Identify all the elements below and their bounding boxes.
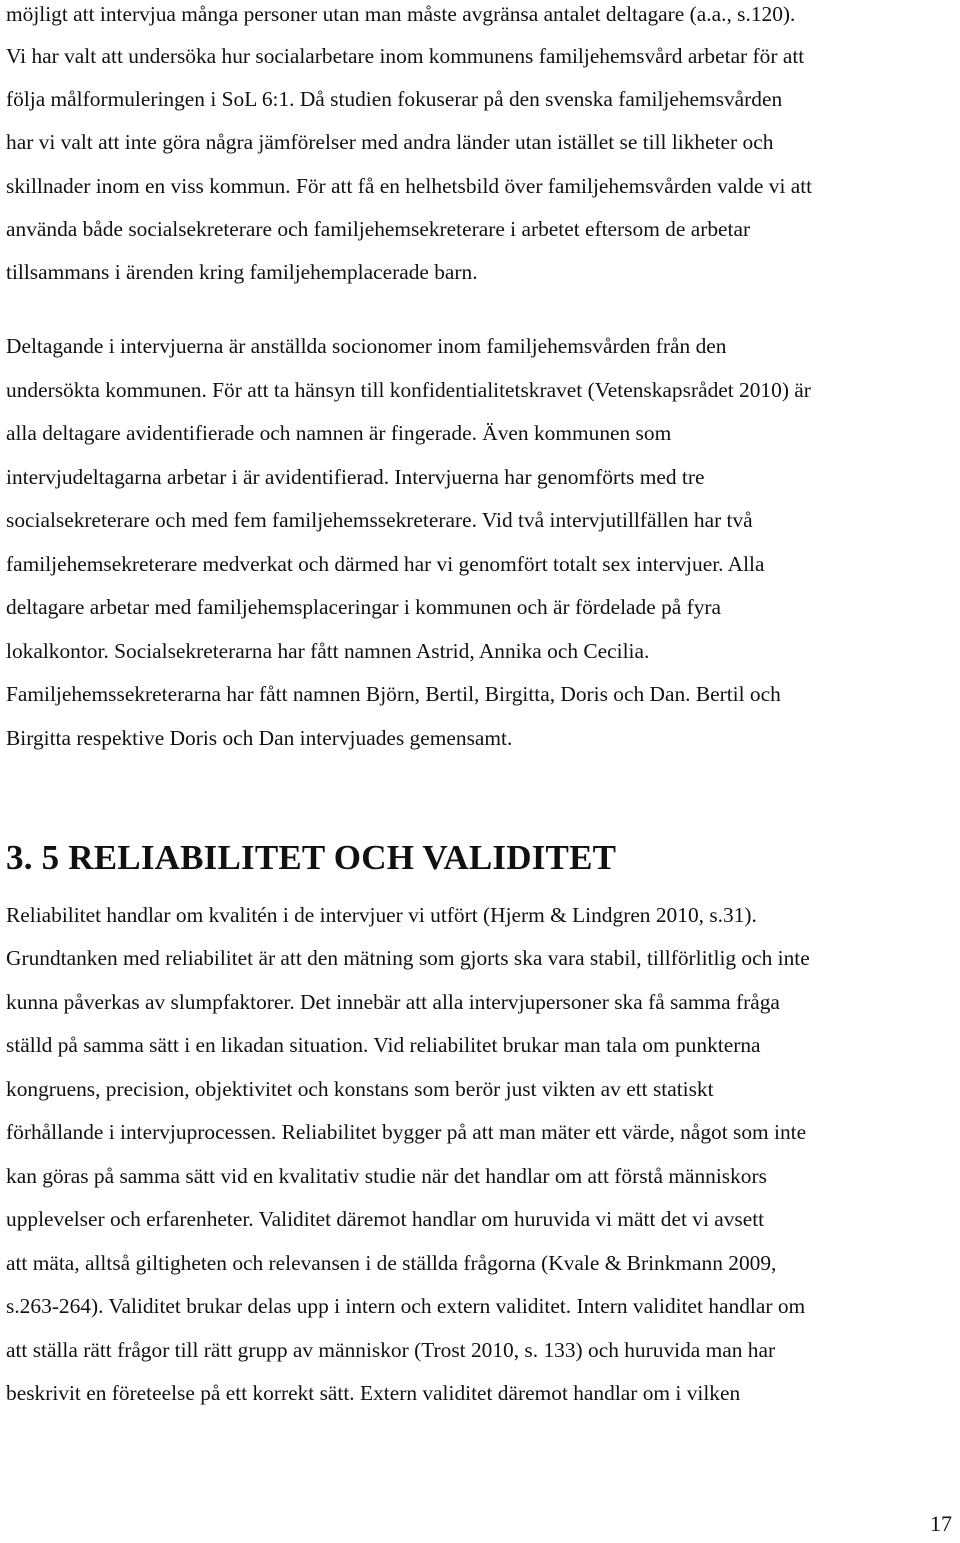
text-line: Vi har valt att undersöka hur socialarbetare inom kommunens familjehemsvård arbetar för att — [6, 44, 805, 68]
text-line: familjehemsekreterare medverkat och därmed har vi genomfört totalt sex intervjuer. Alla — [6, 552, 765, 576]
text-line: förhållande i intervjuprocessen. Reliabilitet bygger på att man mäter ett värde, något som inte — [6, 1120, 807, 1144]
text-line: socialsekreterare och med fem familjehemssekreterare. Vid två intervjutillfällen har två — [6, 508, 753, 532]
section-heading: 3. 5 RELIABILITET OCH VALIDITET — [6, 838, 617, 877]
text-line: använda både socialsekreterare och familjehemsekreterare i arbetet eftersom de arbetar — [6, 217, 751, 241]
text-line: ställd på samma sätt i en likadan situation. Vid reliabilitet brukar man tala om punkterna — [6, 1033, 761, 1057]
text-line: kan göras på samma sätt vid en kvalitativ studie när det handlar om att förstå människors — [6, 1164, 767, 1188]
text-line: Reliabilitet handlar om kvalitén i de intervjuer vi utfört (Hjerm & Lindgren 2010, s.31). — [6, 903, 757, 927]
text-line: att mäta, alltså giltigheten och relevansen i de ställda frågorna (Kvale & Brinkmann 2009, — [6, 1251, 777, 1275]
text-line: Deltagande i intervjuerna är anställda socionomer inom familjehemsvården från den — [6, 334, 727, 358]
text-line: upplevelser och erfarenheter. Validitet däremot handlar om huruvida vi mätt det vi avsett — [6, 1207, 765, 1231]
text-line: att ställa rätt frågor till rätt grupp av människor (Trost 2010, s. 133) och huruvida man har — [6, 1338, 776, 1362]
text-line: skillnader inom en viss kommun. För att få en helhetsbild över familjehemsvården valde vi att — [6, 174, 813, 198]
text-line: har vi valt att inte göra några jämförelser med andra länder utan istället se till likheter och — [6, 130, 774, 154]
text-line: s.263-264). Validitet brukar delas upp i intern och extern validitet. Intern validitet handlar om — [6, 1294, 806, 1318]
text-line: kongruens, precision, objektivitet och konstans som berör just vikten av ett statiskt — [6, 1077, 714, 1101]
text-line: intervjudeltagarna arbetar i är avidentifierad. Intervjuerna har genomförts med tre — [6, 465, 705, 489]
text-line: undersökta kommunen. För att ta hänsyn till konfidentialitetskravet (Vetenskapsrådet 2010) är — [6, 378, 811, 402]
text-line: Familjehemssekreterarna har fått namnen Björn, Bertil, Birgitta, Doris och Dan. Bertil och — [6, 682, 781, 706]
text-line: Grundtanken med reliabilitet är att den mätning som gjorts ska vara stabil, tillförlitlig och inte — [6, 946, 810, 970]
text-line: beskrivit en företeelse på ett korrekt sätt. Extern validitet däremot handlar om i vilken — [6, 1381, 741, 1405]
page-number: 17 — [930, 1511, 952, 1536]
text-line: Birgitta respektive Doris och Dan intervjuades gemensamt. — [6, 726, 513, 750]
text-line: möjligt att intervjua många personer utan man måste avgränsa antalet deltagare (a.a., s.120). — [6, 2, 796, 26]
text-line: lokalkontor. Socialsekreterarna har fått namnen Astrid, Annika och Cecilia. — [6, 639, 650, 663]
text-line: alla deltagare avidentifierade och namnen är fingerade. Även kommunen som — [6, 421, 672, 445]
text-line: kunna påverkas av slumpfaktorer. Det innebär att alla intervjupersoner ska få samma fråga — [6, 990, 780, 1014]
text-line: deltagare arbetar med familjehemsplaceringar i kommunen och är fördelade på fyra — [6, 595, 722, 619]
text-line: tillsammans i ärenden kring familjehemplacerade barn. — [6, 260, 478, 284]
text-line: följa målformuleringen i SoL 6:1. Då studien fokuserar på den svenska familjehemsvården — [6, 87, 783, 111]
